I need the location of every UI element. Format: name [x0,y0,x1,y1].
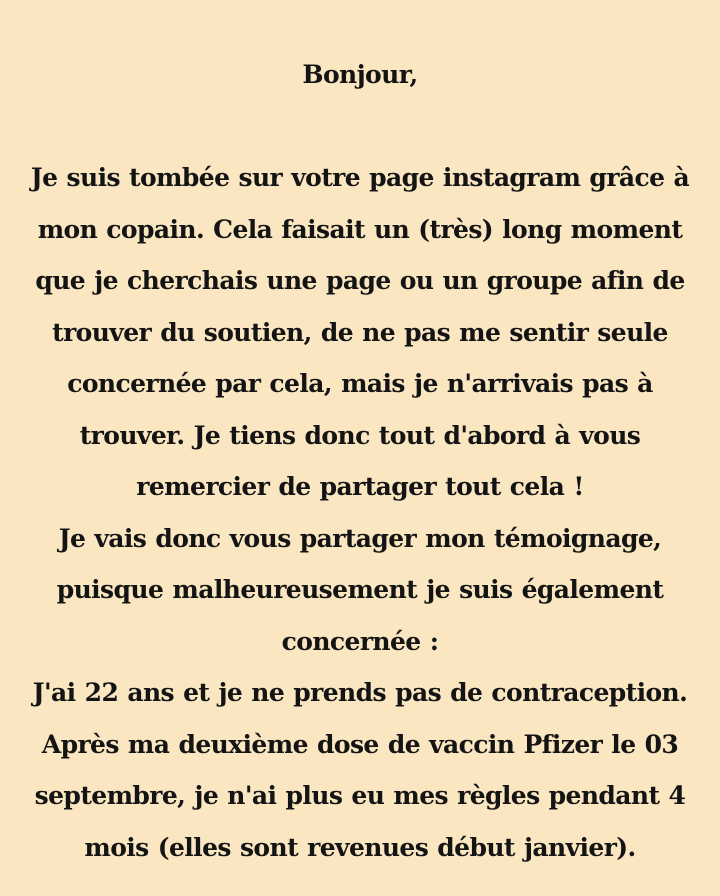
body-line-1: Je suis tombée sur votre page instagram grâce à [30,163,690,192]
body-line-10: concernée : [281,626,439,656]
body-line-4: trouver du soutien, de ne pas me sentir seule [52,317,668,347]
body-line-3: que je cherchais une page ou un groupe afin de [35,266,685,295]
body-line-14: mois (elles sont revenues début janvier). [84,832,636,862]
body-line-2: mon copain. Cela faisait un (très) long moment [37,214,683,244]
body-line-8: Je vais donc vous partager mon témoignage, [58,523,662,553]
body-line-11: J'ai 22 ans et je ne prends pas de contraception. [32,678,688,707]
greeting: Bonjour, [302,60,418,89]
body-line-9: puisque malheureusement je suis également [56,575,664,604]
body-line-12: Après ma deuxième dose de vaccin Pfizer le 03 [41,729,679,759]
body-line-13: septembre, je n'ai plus eu mes règles pendant 4 [34,781,686,810]
body-line-6: trouver. Je tiens donc tout d'abord à vous [79,420,641,450]
paragraph-gap [24,101,696,153]
body-line-7: remercier de partager tout cela ! [136,472,584,501]
body-line-5: concernée par cela, mais je n'arrivais pas à [67,369,653,398]
